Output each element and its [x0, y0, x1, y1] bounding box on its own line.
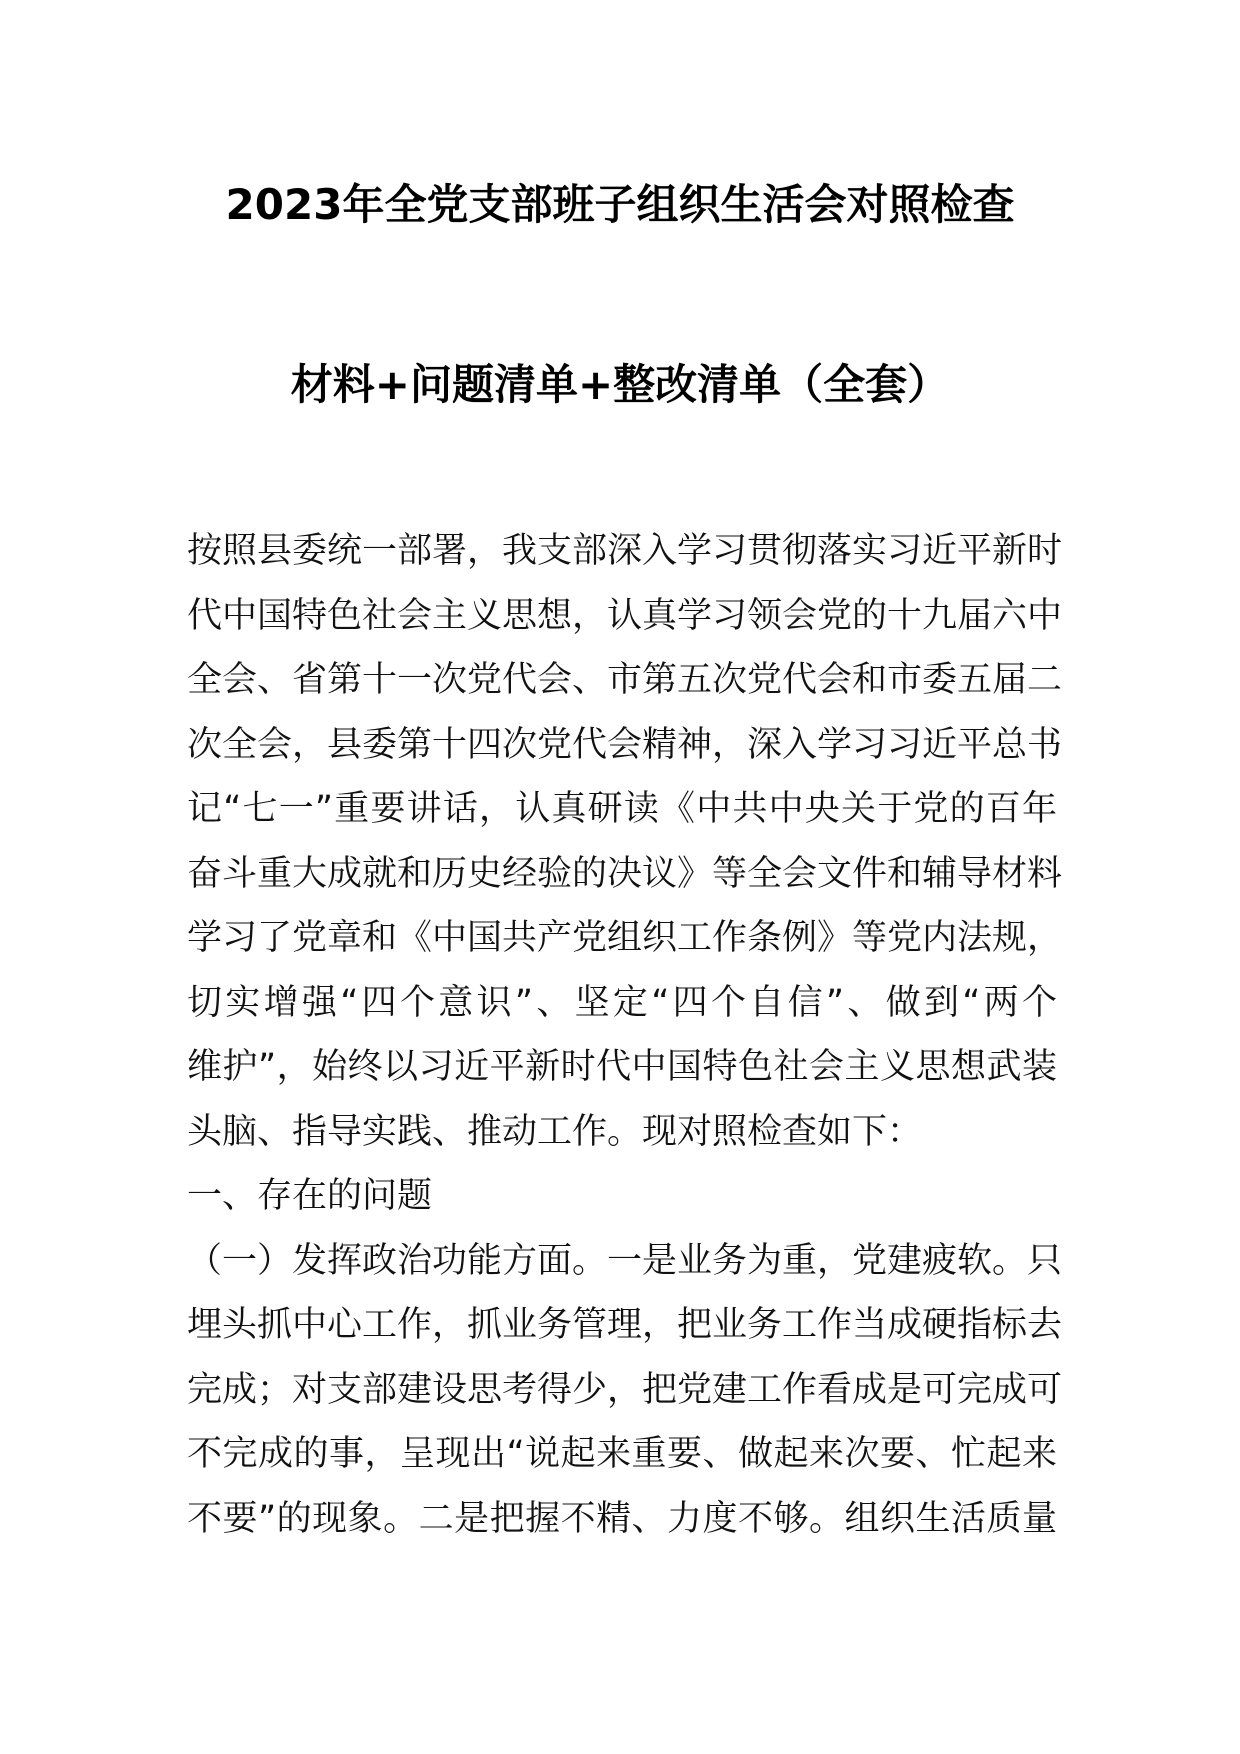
body-line: 切实增强“四个意识”、坚定“四个自信”、做到“两个: [187, 982, 1057, 1023]
section-heading: 一、存在的问题: [187, 1176, 433, 1216]
body-line: 维护”，始终以习近平新时代中国特色社会主义思想武装: [187, 1047, 1057, 1087]
body-line: 奋斗重大成就和历史经验的决议》等全会文件和辅导材料: [187, 853, 1063, 894]
document-title-line-2: 材料+问题清单+整改清单（全套）: [290, 360, 950, 409]
body-line: 代中国特色社会主义思想，认真学习领会党的十九届六中: [187, 595, 1063, 636]
body-line: 学习了党章和《中国共产党组织工作条例》等党内法规，: [187, 918, 1063, 958]
body-line: 按照县委统一部署，我支部深入学习贯彻落实习近平新时: [187, 531, 1063, 571]
document-body: [187, 519, 1063, 1551]
body-line: 完成；对支部建设思考得少，把党建工作看成是可完成可: [187, 1369, 1063, 1410]
body-line: （一）发挥政治功能方面。一是业务为重，党建疲软。只: [187, 1240, 1063, 1281]
body-line: 次全会，县委第十四次党代会精神，深入学习习近平总书: [187, 724, 1063, 765]
body-line: 埋头抓中心工作，抓业务管理，把业务工作当成硬指标去: [187, 1305, 1063, 1345]
body-line: 全会、省第十一次党代会、市第五次党代会和市委五届二: [187, 660, 1063, 700]
body-line: 不完成的事，呈现出“说起来重要、做起来次要、忙起来: [187, 1434, 1057, 1474]
body-line: 不要”的现象。二是把握不精、力度不够。组织生活质量: [187, 1498, 1057, 1539]
body-line: 头脑、指导实践、推动工作。现对照检查如下：: [187, 1111, 923, 1152]
body-line: 记“七一”重要讲话，认真研读《中共中央关于党的百年: [187, 789, 1057, 829]
document-title-line-1: 2023年全党支部班子组织生活会对照检查: [225, 180, 1015, 229]
